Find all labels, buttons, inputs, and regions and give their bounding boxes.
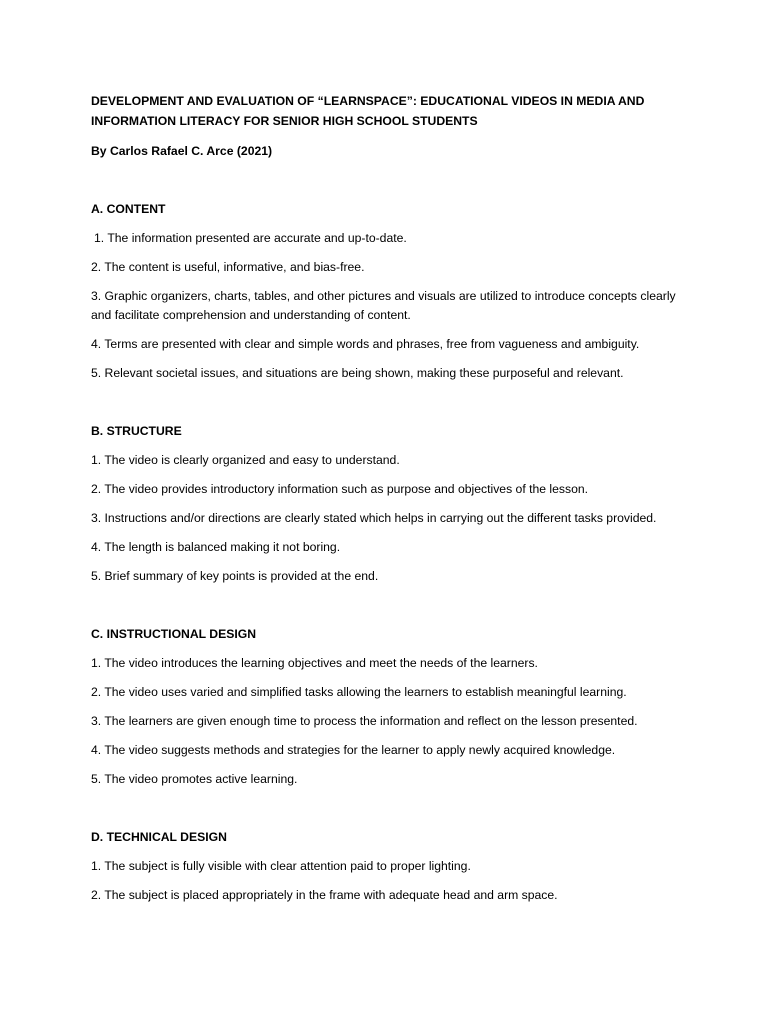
criterion-item: 1. The video introduces the learning objectives and meet the needs of the learners. <box>91 656 538 670</box>
criterion-item: 2. The subject is placed appropriately in the frame with adequate head and arm space. <box>91 888 558 902</box>
section-instructional-design <box>91 624 681 789</box>
criterion-item: 5. Relevant societal issues, and situations are being shown, making these purposeful and relevant. <box>91 366 624 380</box>
section-heading: D. TECHNICAL DESIGN <box>91 830 227 844</box>
section-content <box>91 199 681 383</box>
criterion-item: 4. Terms are presented with clear and simple words and phrases, free from vagueness and ambiguity. <box>91 337 640 351</box>
criterion-item: 3. The learners are given enough time to process the information and reflect on the lesson presented. <box>91 714 638 728</box>
criterion-item: 1. The information presented are accurate and up-to-date. <box>94 231 407 245</box>
criterion-item: 2. The video uses varied and simplified tasks allowing the learners to establish meaningful learning. <box>91 685 627 699</box>
section-technical-design <box>91 827 681 905</box>
criterion-item: 4. The video suggests methods and strategies for the learner to apply newly acquired knowledge. <box>91 743 616 757</box>
criterion-item: 5. The video promotes active learning. <box>91 772 298 786</box>
document-author: By Carlos Rafael C. Arce (2021) <box>91 144 273 158</box>
criterion-item: 1. The video is clearly organized and easy to understand. <box>91 453 400 467</box>
criterion-item: 3. Instructions and/or directions are clearly stated which helps in carrying out the different tasks provided. <box>91 511 657 525</box>
criterion-item: 2. The video provides introductory information such as purpose and objectives of the lesson. <box>91 482 589 496</box>
section-heading: B. STRUCTURE <box>91 424 182 438</box>
criteria-list <box>91 229 681 383</box>
criterion-item: 3. Graphic organizers, charts, tables, and other pictures and visuals are utilized to introduce concepts clearly and facilitate comprehension and understanding of content. <box>91 289 676 322</box>
criteria-list <box>91 451 681 586</box>
criterion-item: 5. Brief summary of key points is provided at the end. <box>91 569 379 583</box>
criteria-list <box>91 654 681 789</box>
criterion-item: 2. The content is useful, informative, and bias-free. <box>91 260 365 274</box>
section-heading: A. CONTENT <box>91 202 166 216</box>
document-title: DEVELOPMENT AND EVALUATION OF “LEARNSPACE”: EDUCATIONAL VIDEOS IN MEDIA AND INFORMATION LITERACY FOR SENIOR HIGH SCHOOL STUDENTS <box>91 94 645 128</box>
section-heading: C. INSTRUCTIONAL DESIGN <box>91 627 256 641</box>
criteria-list <box>91 857 681 905</box>
document-page <box>91 91 681 905</box>
criterion-item: 1. The subject is fully visible with clear attention paid to proper lighting. <box>91 859 471 873</box>
criterion-item: 4. The length is balanced making it not boring. <box>91 540 341 554</box>
section-structure <box>91 421 681 586</box>
